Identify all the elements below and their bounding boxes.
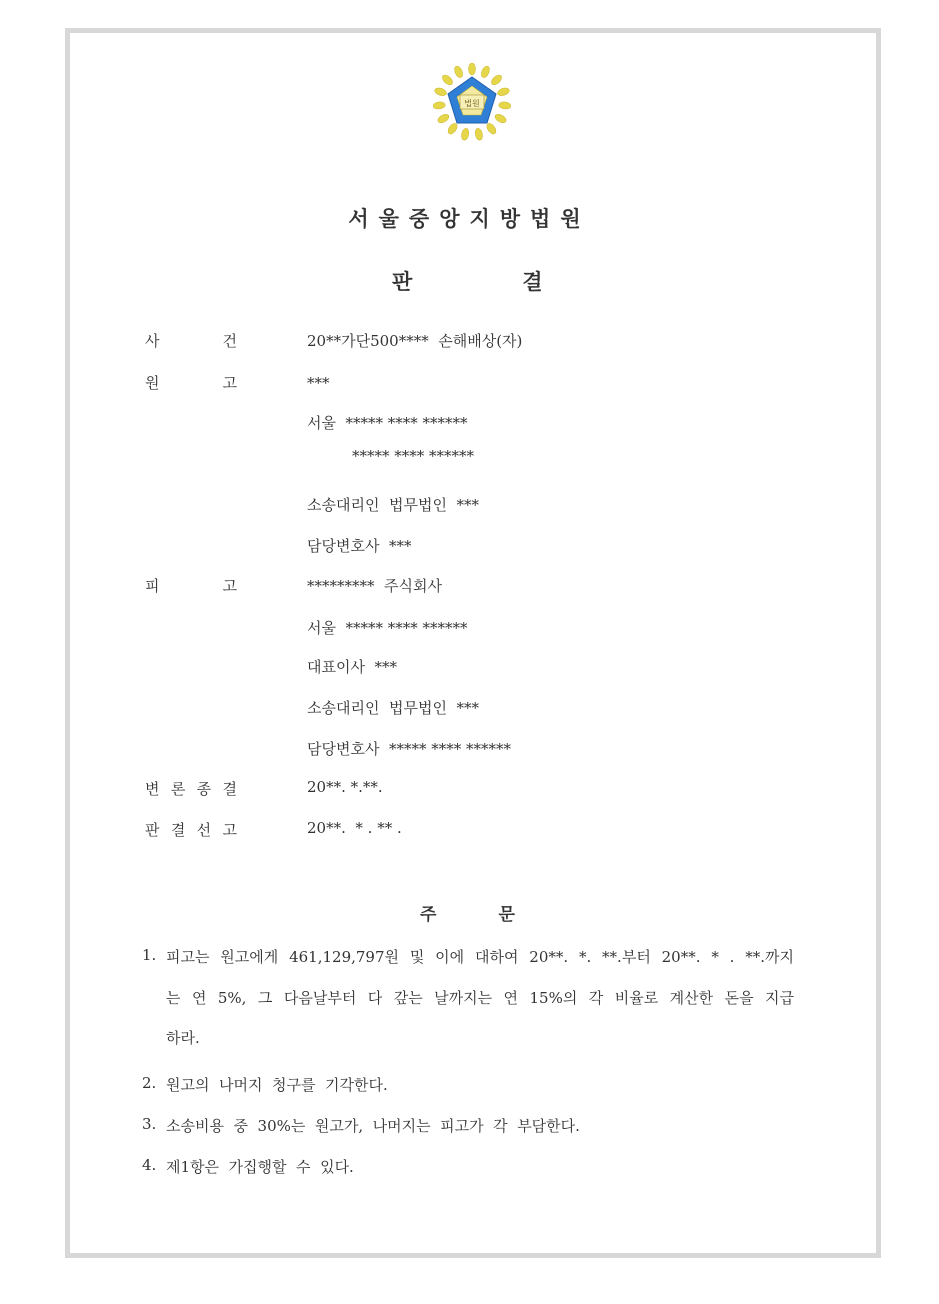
defendant-address: 서울 ***** **** ****** <box>307 619 468 637</box>
label-plaintiff: 원 고 <box>145 374 237 392</box>
order-2-text: 원고의 나머지 청구를 기각한다. <box>166 1076 388 1094</box>
order-1-line-2: 는 연 5%, 그 다음날부터 다 갚는 날까지는 연 15%의 각 비율로 계산한 돈을 지급 <box>166 989 794 1007</box>
plaintiff-name: *** <box>307 374 330 392</box>
label-argument-closed: 변 론 종 결 <box>145 780 237 798</box>
order-4-text: 제1항은 가집행할 수 있다. <box>166 1158 354 1176</box>
defendant-attorney: 담당변호사 ***** **** ****** <box>307 740 512 758</box>
order-1-line-3: 하라. <box>166 1029 200 1047</box>
order-number: 1. <box>142 946 157 964</box>
svg-text:법원: 법원 <box>464 99 480 108</box>
case-number: 20**가단500**** 손해배상(자) <box>307 332 523 350</box>
defendant-representative: 대표이사 *** <box>307 658 397 676</box>
argument-closed-date: 20**. *.**. <box>307 778 383 796</box>
order-number: 4. <box>142 1156 157 1174</box>
label-defendant: 피 고 <box>145 577 237 595</box>
court-name: 서울중앙지방법원 <box>348 207 591 231</box>
plaintiff-counsel: 소송대리인 법무법인 *** <box>307 496 479 514</box>
plaintiff-address-line1: 서울 ***** **** ****** <box>307 414 468 432</box>
order-3-text: 소송비용 중 30%는 원고가, 나머지는 피고가 각 부담한다. <box>166 1117 580 1135</box>
plaintiff-attorney: 담당변호사 *** <box>307 537 412 555</box>
judgment-date: 20**. * . ** . <box>307 819 402 837</box>
defendant-counsel: 소송대리인 법무법인 *** <box>307 699 479 717</box>
document-type-title: 판 결 <box>392 270 543 294</box>
defendant-name: ********* 주식회사 <box>307 577 442 595</box>
order-1-line-1: 피고는 원고에게 461,129,797원 및 이에 대하여 20**. *. **.부터 20**. * . **.까지 <box>166 948 794 966</box>
orders-title: 주 문 <box>420 905 515 925</box>
label-case: 사 건 <box>145 332 237 350</box>
order-number: 3. <box>142 1115 157 1133</box>
plaintiff-address-line2: ***** **** ****** <box>352 447 475 465</box>
order-number: 2. <box>142 1074 157 1092</box>
court-seal-icon <box>430 60 514 144</box>
label-judgment-date: 판 결 선 고 <box>145 821 237 839</box>
